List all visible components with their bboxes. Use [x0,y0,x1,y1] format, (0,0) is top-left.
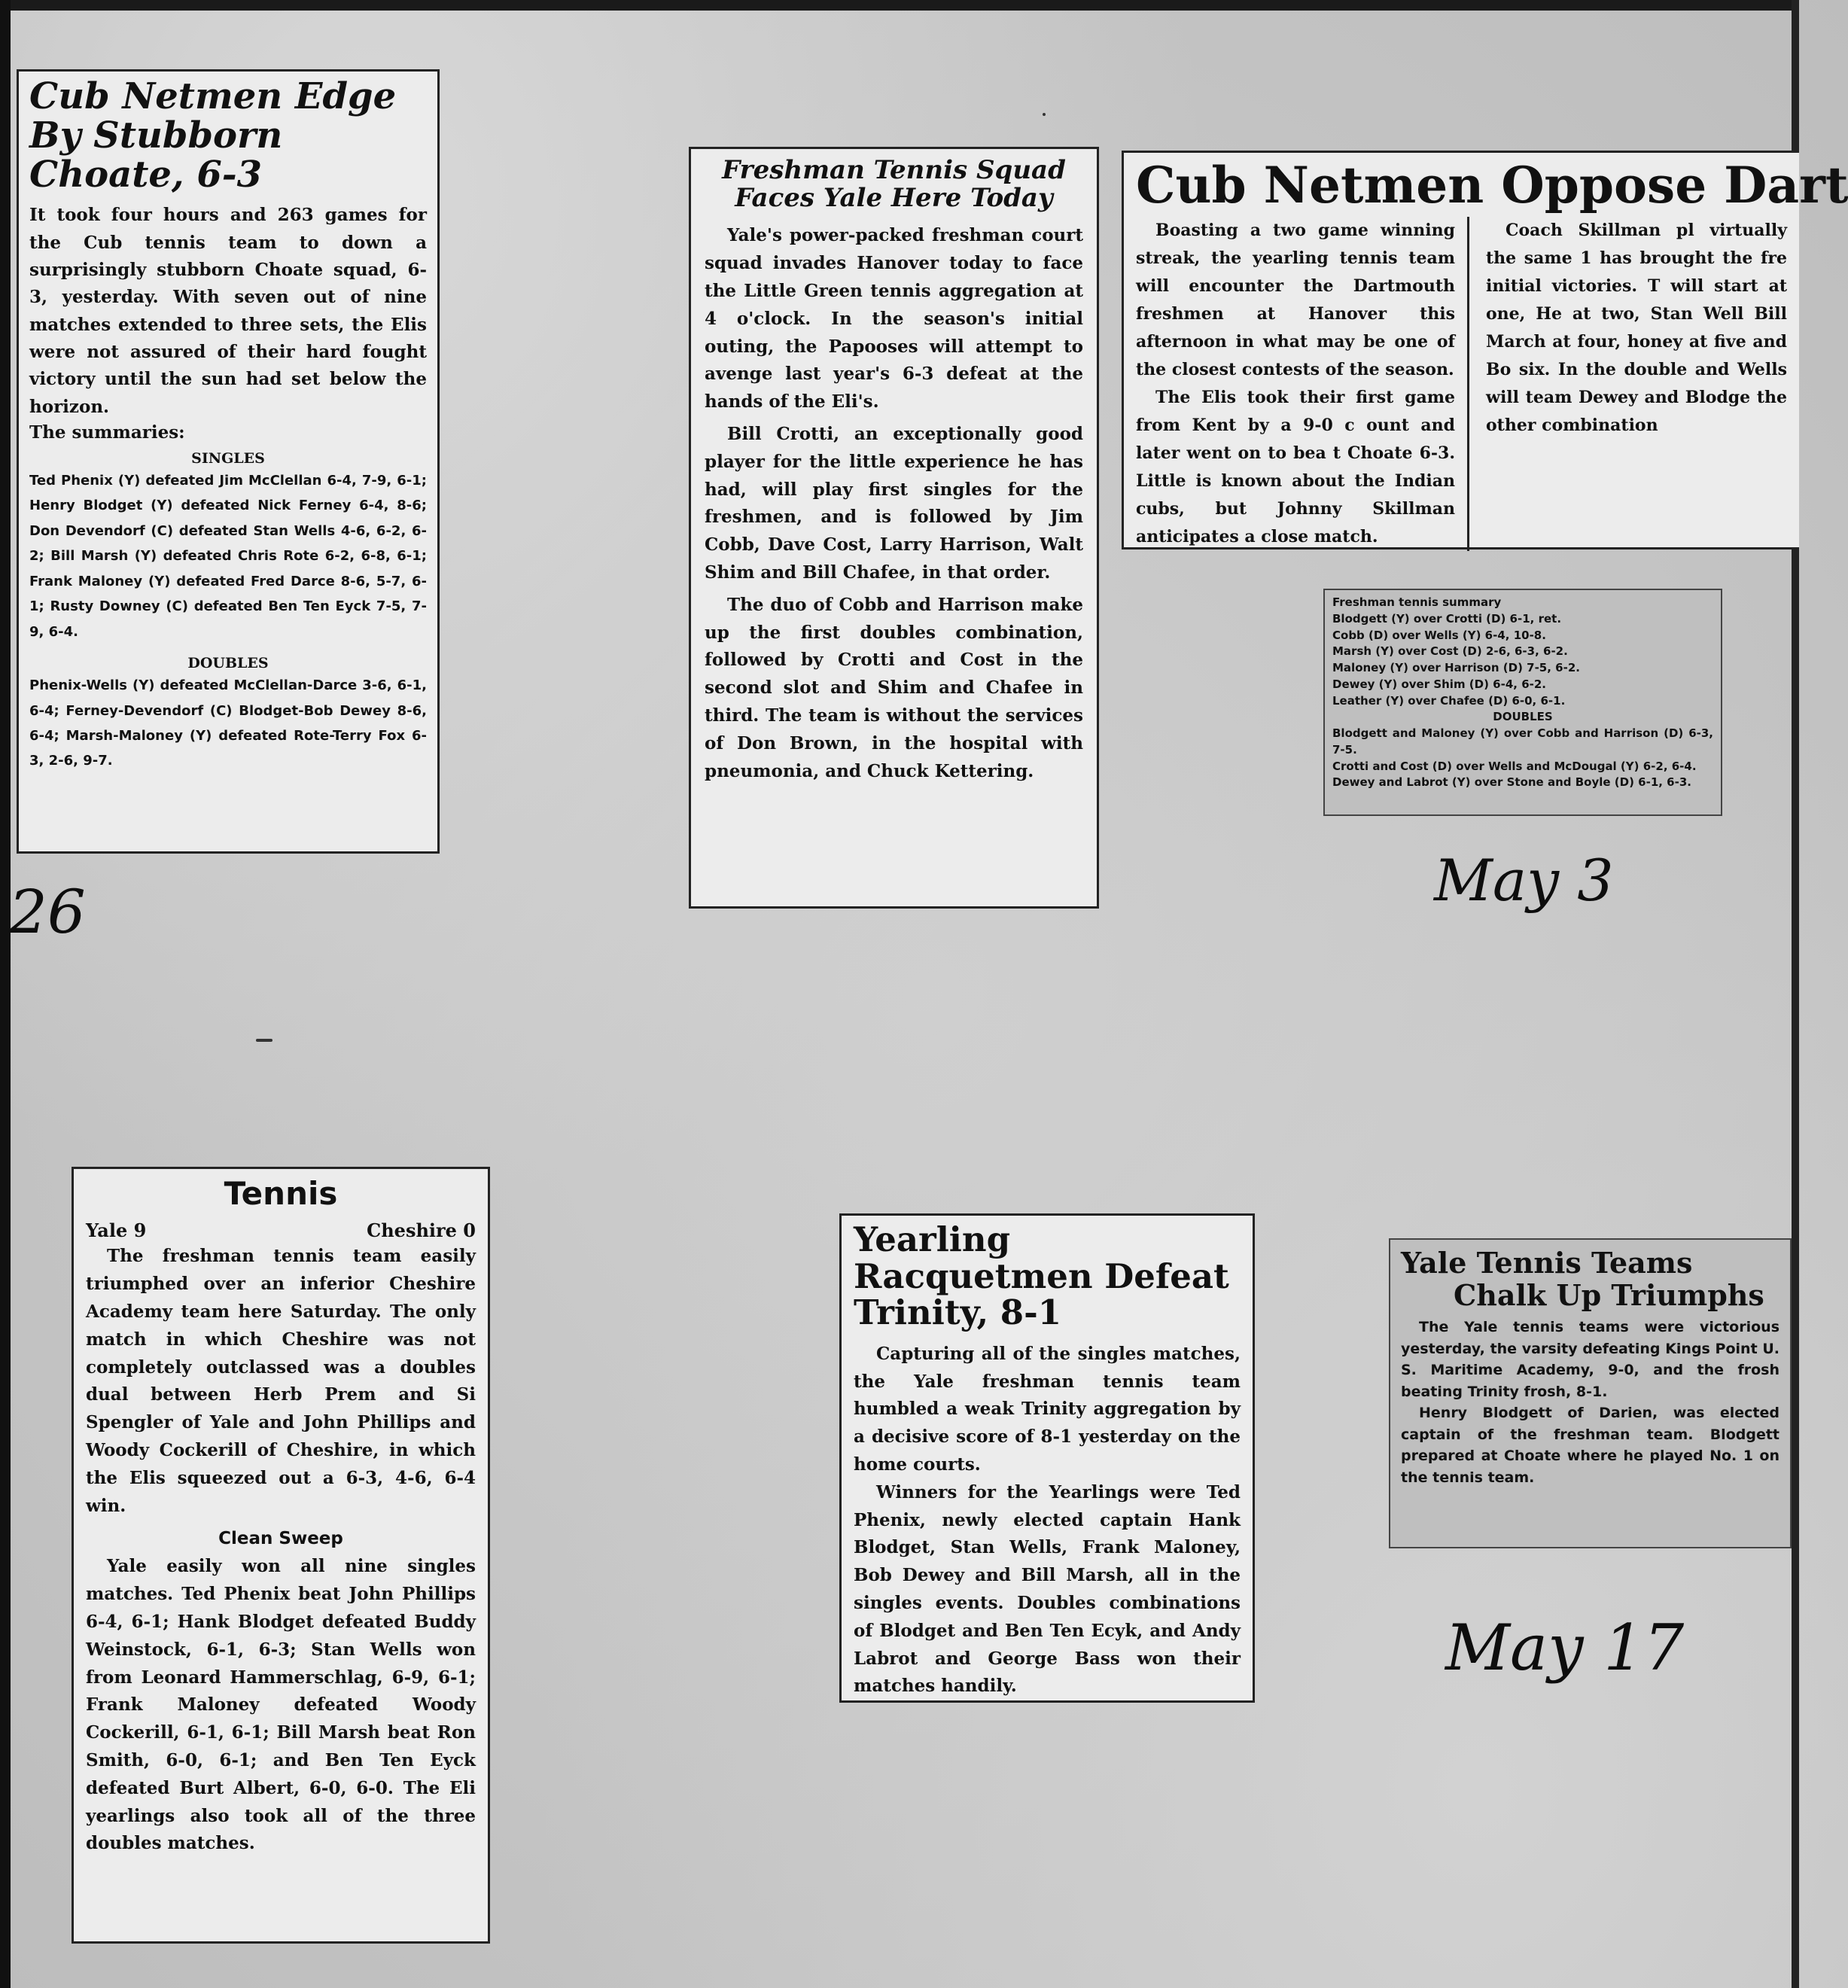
clipping-headline: Tennis [224,1175,338,1212]
score-yale: Yale 9 [86,1219,147,1242]
paragraph-1: The Yale tennis teams were victorious yesterday, the varsity defeating Kings Point U. S. Maritime Academy, 9-0, and the frosh beating Trinity frosh, 8-1. [1401,1319,1779,1400]
clipping-yearling-racquetmen [839,1213,1255,1703]
doubles-label: DOUBLES [187,655,269,672]
summary-line: Freshman tennis summary [1332,595,1502,609]
clipping-headline: Cub Netmen Edge By Stubborn Choate, 6-3 [29,75,397,196]
summary-line: Maloney (Y) over Harrison (D) 7-5, 6-2. [1332,661,1580,674]
column-1-paragraph-2: The Elis took their first game from Kent by a 9-0 c ount and later went on to bea t Choate 6-3. Little is known about the Indian cubs, but Johnny Skillman anticipates a close match. [1136,387,1455,546]
clipping-body: It took four hours and 263 games for the Cub tennis team to down a surprisingly stubborn Choate squad, 6-3, yesterday. With seven out of nine matches extended to three sets, the Elis were not assured of their hard fought victory until the sun had set below the horizon. [29,205,427,417]
clipping-headline: Freshman Tennis Squad Faces Yale Here Today [722,155,1066,213]
clipping-headline: Cub Netmen Oppose Dart [1136,156,1848,215]
singles-label: SINGLES [191,449,265,467]
doubles-results: Phenix-Wells (Y) defeated McClellan-Darce 3-6, 6-1, 6-4; Ferney-Devendorf (C) Blodget-Bob Dewey 8-6, 6-4; Marsh-Maloney (Y) defeated Rote-Terry Fox 6-3, 2-6, 9-7. [29,677,427,769]
summary-line: Dewey (Y) over Shim (D) 6-4, 6-2. [1332,677,1547,691]
paragraph-2: Bill Crotti, an exceptionally good player for the little experience he has had, will play first singles for the freshmen, and is followed by Jim Cobb, Dave Cost, Larry Harrison, Walt Shim and Bill Chafee, in that order. [705,424,1083,583]
speck [256,1039,272,1042]
scan-edge-left [0,0,11,1988]
handwritten-date-may-3: May 3 [1434,847,1614,914]
clipping-headline: Yearling Racquetmen Defeat Trinity, 8-1 [854,1219,1229,1333]
column-1-paragraph-1: Boasting a two game winning streak, the yearling tennis team will encounter the Dartmouth freshmen at Hanover this afternoon in what may be one of the closest contests of the season. [1136,221,1455,380]
summary-line: Blodgett and Maloney (Y) over Cobb and Harrison (D) 6-3, 7-5. [1332,726,1713,757]
scan-edge-top [0,0,1799,11]
clipping-freshman-tennis-squad [689,147,1099,909]
paragraph-2: Yale easily won all nine singles matches. Ted Phenix beat John Phillips 6-4, 6-1; Hank Blodget defeated Buddy Weinstock, 6-1, 6-3; Stan Wells won from Leonard Hammerschlag, 6-9, 6-1; Frank Maloney defeated Woody Cockerill, 6-1, 6-1; Bill Marsh beat Ron Smith, 6-0, 6-1; and Ben Ten Eyck defeated Burt Albert, 6-0, 6-0. The Eli yearlings also took all of the three doubles matches. [86,1556,476,1854]
column-1 [1136,217,1469,550]
summary-line: Cobb (D) over Wells (Y) 6-4, 10-8. [1332,628,1546,642]
subhead-clean-sweep: Clean Sweep [218,1529,343,1549]
summary-line: Blodgett (Y) over Crotti (D) 6-1, ret. [1332,611,1562,626]
clipping-freshman-tennis-summary [1323,589,1722,816]
clipping-cub-netmen-oppose [1122,151,1848,550]
summary-doubles-label: DOUBLES [1493,710,1553,724]
summary-line: Dewey and Labrot (Y) over Stone and Boyle (D) 6-1, 6-3. [1332,775,1691,790]
summary-line: Crotti and Cost (D) over Wells and McDougal (Y) 6-2, 6-4. [1332,759,1697,773]
summary-line: Leather (Y) over Chafee (D) 6-0, 6-1. [1332,693,1566,708]
paragraph-1: The freshman tennis team easily triumphed over an inferior Cheshire Academy team here Saturday. The only match in which Cheshire was not completely outclassed was a doubles dual between Herb Prem and Si Spengler of Yale and John Phillips and Woody Cockerill of Cheshire, in which the Elis squeezed out a 6-3, 4-6, 6-4 win. [86,1246,476,1516]
score-cheshire: Cheshire 0 [367,1219,476,1242]
score-line [86,1219,476,1241]
paragraph-1: Yale's power-packed freshman court squad invades Hanover today to face the Little Green tennis aggregation at 4 o'clock. In the season's initial outing, the Papooses will attempt to avenge last year's 6-3 defeat at the hands of the Eli's. [705,225,1083,413]
clipping-headline-2: Chalk Up Triumphs [1454,1278,1764,1313]
paragraph-1: Capturing all of the singles matches, the Yale freshman tennis team humbled a weak Trinity aggregation by a decisive score of 8-1 yesterday on the home courts. [854,1343,1241,1475]
speck [1043,113,1046,116]
paragraph-2: Winners for the Yearlings were Ted Phenix, newly elected captain Hank Blodget, Stan Wells, Frank Maloney, Bob Dewey and Bill Marsh, all in the singles events. Doubles combinations of Blodget and Ben Ten Ecyk, and Andy Labrot and George Bass won their matches handily. [854,1481,1241,1697]
column-2 [1486,217,1787,550]
handwritten-date-may-17: May 17 [1445,1611,1685,1685]
clipping-headline-1: Yale Tennis Teams [1401,1246,1693,1280]
clipping-cub-netmen-edge [17,69,440,854]
column-2-paragraph: Coach Skillman pl virtually the same 1 has brought the fre initial victories. T will start at one, He at two, Stan Well Bill March at four, honey at five and Bo six. In the double and Wells will team Dewey and Blodge the other combination [1486,221,1787,435]
singles-results: Ted Phenix (Y) defeated Jim McClellan 6-4, 7-9, 6-1; Henry Blodget (Y) defeated Nick Ferney 6-4, 8-6; Don Devendorf (C) defeated Stan Wells 4-6, 6-2, 6-2; Bill Marsh (Y) defeated Chris Rote 6-2, 6-8, 6-1; Frank Maloney (Y) defeated Fred Darce 8-6, 5-7, 6-1; Rusty Downey (C) defeated Ben Ten Eyck 7-5, 7-9, 6-4. [29,472,427,640]
clipping-yale-tennis-teams [1389,1238,1792,1548]
page-number: 26 [9,877,86,947]
summaries-label: The summaries: [29,422,185,443]
paragraph-3: The duo of Cobb and Harrison make up the first doubles combination, followed by Crotti and Cost in the second slot and Shim and Chafee in third. The team is without the services of Don Brown, in the hospital with pneumonia, and Chuck Kettering. [705,594,1083,781]
summary-line: Marsh (Y) over Cost (D) 2-6, 6-3, 6-2. [1332,644,1568,659]
clipping-tennis-cheshire [72,1167,490,1944]
paragraph-2: Henry Blodgett of Darien, was elected captain of the freshman team. Blodgett prepared at Choate where he played No. 1 on the tennis team. [1401,1405,1779,1486]
